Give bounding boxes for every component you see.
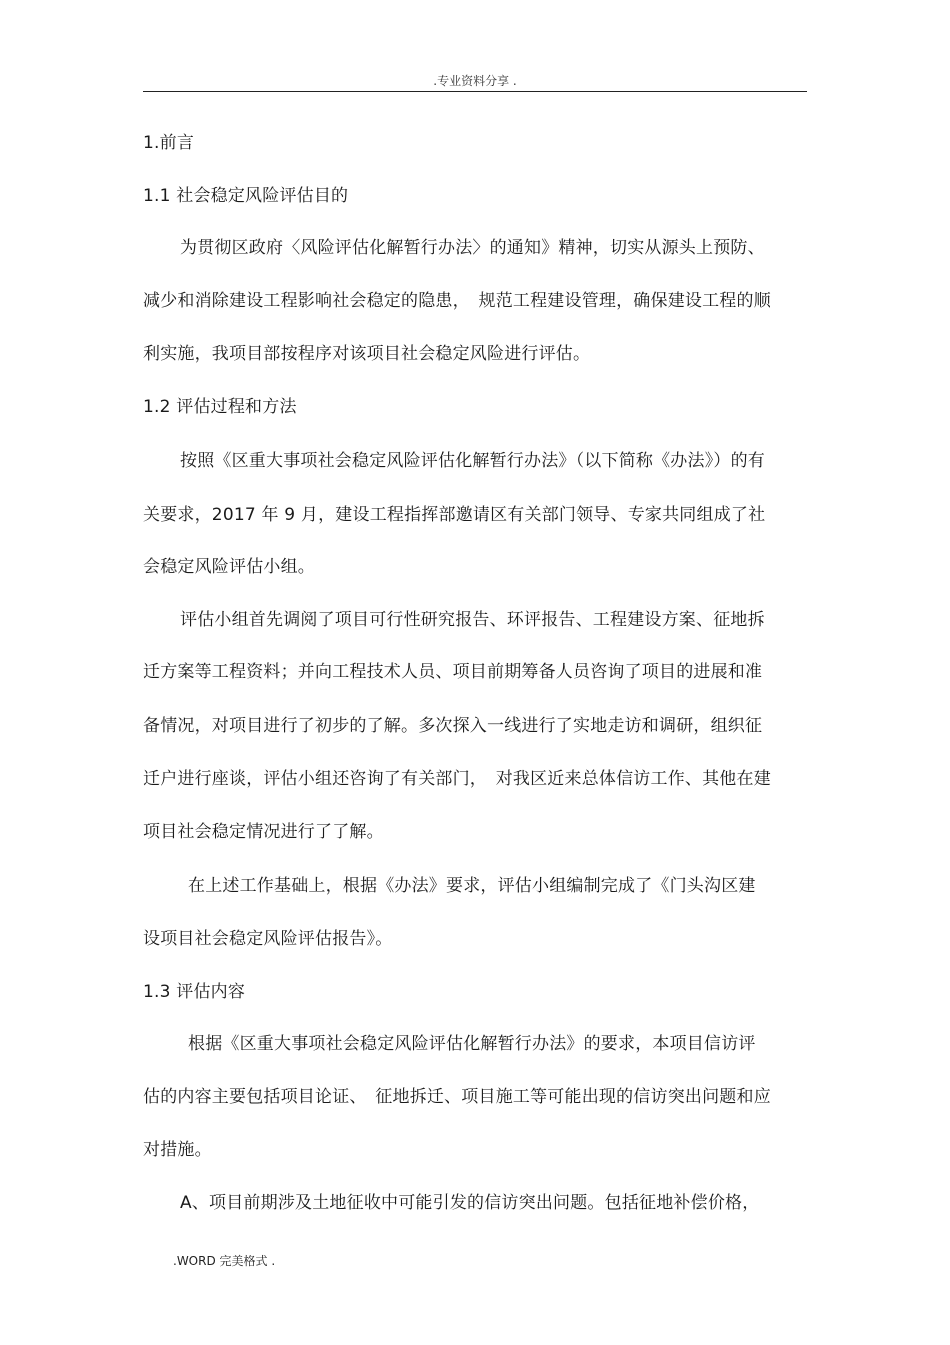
paragraph-line: 设项目社会稳定风险评估报告》。: [143, 929, 393, 949]
section-heading-1-2: 1.2 评估过程和方法: [143, 397, 297, 417]
paragraph-line: 为贯彻区政府〈风险评估化解暂行办法〉的通知》精神，切实从源头上预防、: [180, 238, 765, 258]
section-heading-1-1: 1.1 社会稳定风险评估目的: [143, 186, 349, 206]
section-heading-1: 1.前言: [143, 133, 195, 153]
paragraph-line: A、项目前期涉及土地征收中可能引发的信访突出问题。包括征地补偿价格，: [180, 1193, 760, 1213]
paragraph-line: 评估小组首先调阅了项目可行性研究报告、环评报告、工程建设方案、征地拆: [180, 610, 765, 630]
paragraph-line: 估的内容主要包括项目论证、 征地拆迁、项目施工等可能出现的信访突出问题和应: [143, 1087, 771, 1107]
paragraph-line: 关要求，2017 年 9 月，建设工程指挥部邀请区有关部门领导、专家共同组成了社: [143, 505, 766, 525]
paragraph-line: 项目社会稳定情况进行了了解。: [143, 822, 384, 842]
header-rule: [143, 91, 807, 92]
paragraph-line: 根据《区重大事项社会稳定风险评估化解暂行办法》的要求，本项目信访评: [188, 1034, 756, 1054]
paragraph-line: 利实施，我项目部按程序对该项目社会稳定风险进行评估。: [143, 344, 591, 364]
paragraph-line: 对措施。: [143, 1140, 212, 1160]
section-heading-1-3: 1.3 评估内容: [143, 982, 246, 1002]
page-header: .专业资料分享 .: [433, 74, 517, 88]
paragraph-line: 备情况，对项目进行了初步的了解。多次探入一线进行了实地走访和调研，组织征: [143, 716, 763, 736]
page-footer: .WORD 完美格式 .: [173, 1254, 276, 1268]
paragraph-line: 减少和消除建设工程影响社会稳定的隐患， 规范工程建设管理，确保建设工程的顺: [143, 291, 771, 311]
paragraph-line: 会稳定风险评估小组。: [143, 557, 315, 577]
paragraph-line: 迁方案等工程资料；并向工程技术人员、项目前期筹备人员咨询了项目的进展和准: [143, 662, 763, 682]
paragraph-line: 在上述工作基础上，根据《办法》要求，评估小组编制完成了《门头沟区建: [188, 876, 756, 896]
paragraph-line: 按照《区重大事项社会稳定风险评估化解暂行办法》（以下简称《办法》）的有: [180, 451, 765, 471]
paragraph-line: 迁户进行座谈，评估小组还咨询了有关部门， 对我区近来总体信访工作、其他在建: [143, 769, 771, 789]
